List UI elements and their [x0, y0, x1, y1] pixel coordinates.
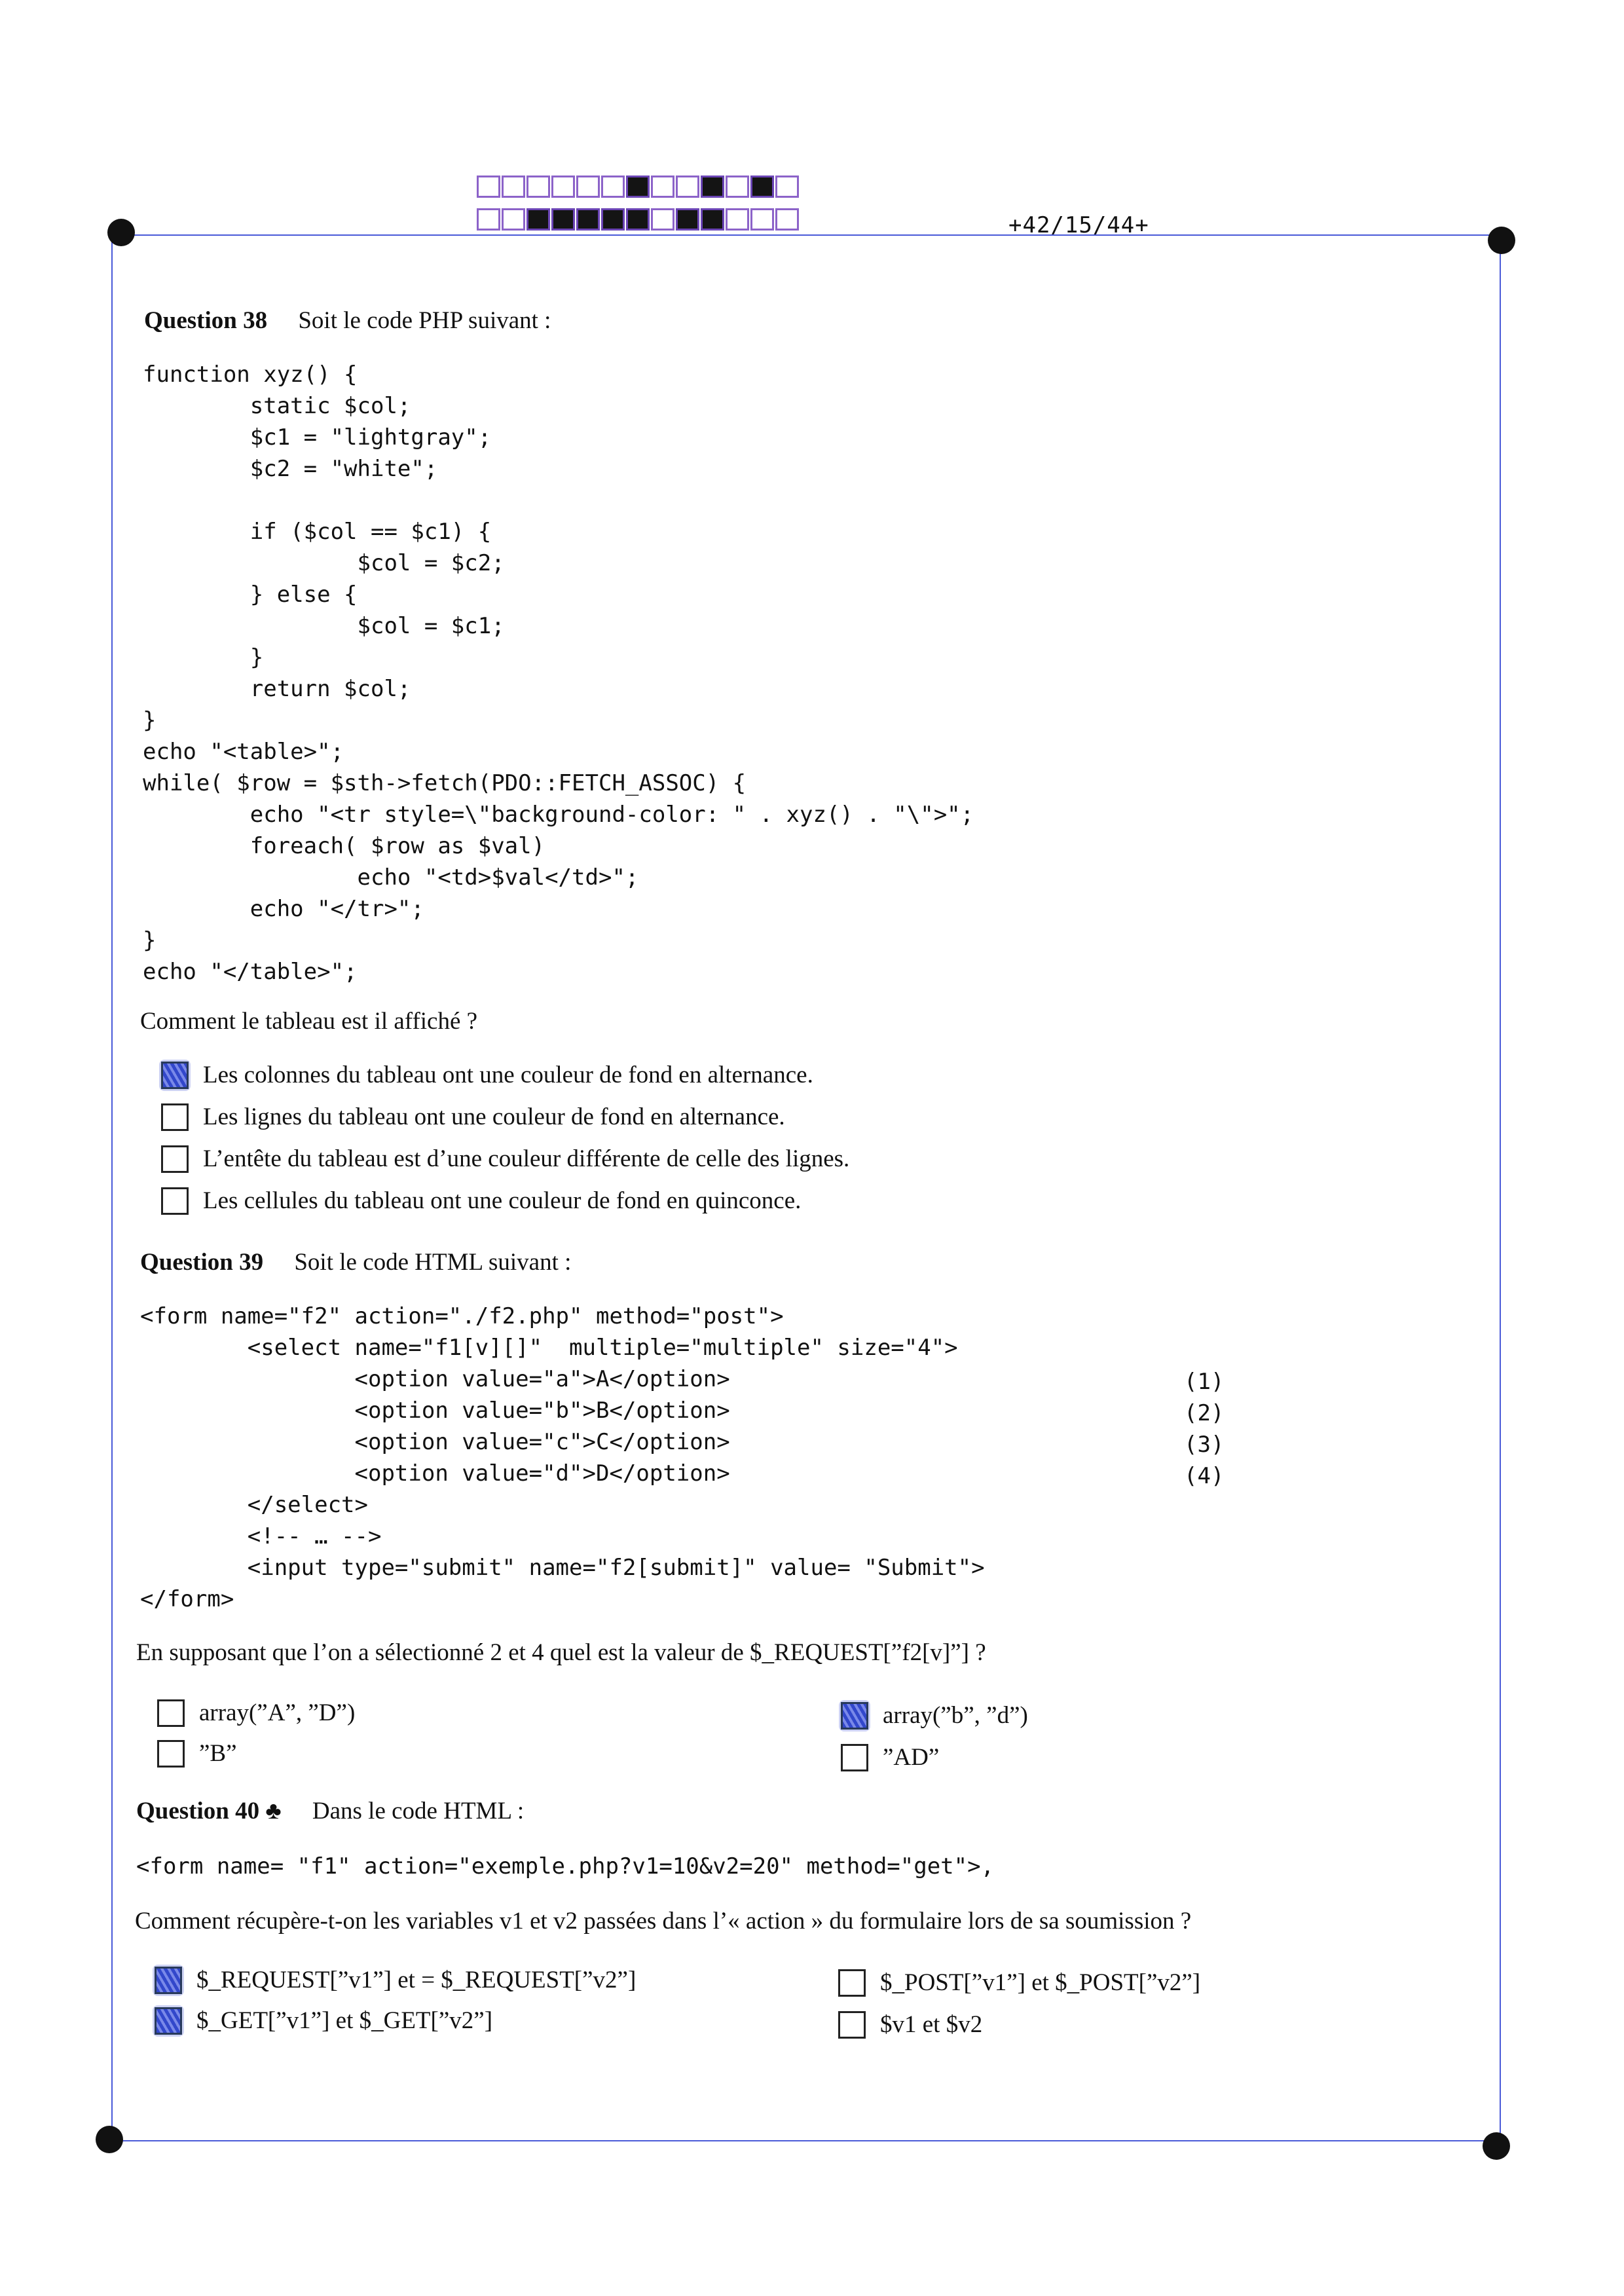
checkbox[interactable] [157, 1740, 185, 1768]
line-number-2: (2) [1184, 1400, 1225, 1426]
barcode-cell [775, 208, 799, 231]
barcode-cell [750, 176, 774, 198]
barcode-cell [626, 176, 650, 198]
barcode-cell [676, 208, 699, 231]
option-label: array(”b”, ”d”) [883, 1702, 1028, 1729]
barcode-cell [726, 208, 749, 231]
question-title: Dans le code HTML : [312, 1798, 525, 1824]
q38-prompt: Comment le tableau est il affiché ? [140, 1008, 478, 1035]
checkbox[interactable] [841, 1744, 868, 1771]
frame-top-line [111, 234, 1500, 236]
barcode-cell [676, 176, 699, 198]
checkbox[interactable] [838, 2011, 866, 2039]
q38-option-4[interactable] [161, 1187, 801, 1215]
option-label: Les cellules du tableau ont une couleur de fond en quinconce. [203, 1187, 802, 1214]
q40-prompt: Comment récupère-t-on les variables v1 et v2 passées dans l’« action » du formulaire lors de sa soumission ? [135, 1908, 1192, 1935]
barcode-row-1 [477, 176, 800, 198]
option-label: $_REQUEST[”v1”] et = $_REQUEST[”v2”] [196, 1967, 637, 1993]
q38-option-1[interactable] [161, 1061, 813, 1089]
q38-php-code: function xyz() { static $col; $c1 = "lightgray"; $c2 = "white"; if ($col == $c1) { $col = $c2; } else { $col = $c1; } return $col; } echo "<table>"; while( $row = $sth->fetch(PDO::FETCH_ASSOC) { echo "<tr style=\"background-color: " . xyz() . "\">"; foreach( $row as $val) echo "<td>$val</td>"; echo "</tr>"; } echo "</table>"; [143, 361, 974, 985]
frame-left-line [111, 234, 113, 2141]
q40-option-3[interactable] [155, 2007, 492, 2035]
q40-html-code: <form name= "f1" action="exemple.php?v1=10&v2=20" method="get">, [136, 1853, 995, 1879]
barcode-cell [551, 208, 575, 231]
question-number: Question 38 [144, 307, 268, 334]
q39-option-3[interactable] [157, 1739, 237, 1768]
barcode-cell [701, 208, 724, 231]
option-label: array(”A”, ”D”) [199, 1699, 356, 1726]
checkbox[interactable] [841, 1702, 868, 1730]
barcode-cell [626, 208, 650, 231]
q40-option-4[interactable] [838, 2010, 982, 2039]
checkbox[interactable] [838, 1969, 866, 1997]
barcode-cell [502, 176, 525, 198]
question-39-header [140, 1248, 571, 1276]
checkbox[interactable] [155, 1967, 182, 1994]
barcode-cell [775, 176, 799, 198]
checkbox[interactable] [161, 1145, 189, 1173]
option-label: Les lignes du tableau ont une couleur de fond en alternance. [203, 1103, 785, 1130]
corner-marker-top-right [1488, 227, 1515, 254]
question-number: Question 39 [140, 1249, 264, 1276]
question-title: Soit le code PHP suivant : [298, 307, 551, 334]
question-38-header [144, 306, 551, 335]
barcode-cell [601, 176, 625, 198]
option-label: $_GET[”v1”] et $_GET[”v2”] [196, 2007, 493, 2034]
q39-option-4[interactable] [841, 1743, 939, 1771]
barcode-cell [551, 176, 575, 198]
option-label: L’entête du tableau est d’une couleur différente de celle des lignes. [203, 1145, 850, 1172]
barcode-cell [526, 176, 550, 198]
frame-bottom-line [111, 2140, 1500, 2141]
barcode-cell [701, 176, 724, 198]
barcode-cell [576, 176, 600, 198]
corner-marker-bottom-left [96, 2126, 123, 2153]
q40-option-2[interactable] [838, 1969, 1200, 1997]
checkbox[interactable] [157, 1699, 185, 1727]
corner-marker-top-left [107, 219, 135, 246]
q39-option-1[interactable] [157, 1699, 355, 1727]
q40-option-1[interactable] [155, 1966, 636, 1994]
q38-option-2[interactable] [161, 1103, 785, 1131]
checkbox[interactable] [161, 1103, 189, 1131]
barcode-cell [576, 208, 600, 231]
barcode-cell [726, 176, 749, 198]
option-label: $_POST[”v1”] et $_POST[”v2”] [880, 1969, 1201, 1996]
barcode-cell [651, 208, 674, 231]
corner-marker-bottom-right [1483, 2132, 1510, 2160]
barcode-cell [750, 208, 774, 231]
barcode-cell [502, 208, 525, 231]
q38-option-3[interactable] [161, 1145, 849, 1173]
q39-prompt: En supposant que l’on a sélectionné 2 et 4 quel est la valeur de $_REQUEST[”f2[v]”] ? [136, 1639, 986, 1666]
checkbox[interactable] [161, 1187, 189, 1215]
option-label: ”B” [199, 1740, 237, 1767]
question-number: Question 40 ♣ [136, 1798, 282, 1824]
checkbox[interactable] [155, 2007, 182, 2035]
barcode-cell [601, 208, 625, 231]
question-title: Soit le code HTML suivant : [294, 1249, 572, 1276]
frame-right-line [1500, 234, 1501, 2141]
barcode-cell [477, 176, 500, 198]
barcode-cell [651, 176, 674, 198]
page-id: +42/15/44+ [1008, 212, 1149, 238]
barcode-row-2 [477, 208, 800, 231]
line-number-3: (3) [1184, 1432, 1225, 1458]
checkbox[interactable] [161, 1062, 189, 1089]
barcode-cell [526, 208, 550, 231]
option-label: ”AD” [883, 1744, 940, 1771]
q39-html-code: <form name="f2" action="./f2.php" method="post"> <select name="f1[v][]" multiple="multiple" size="4"> <option value="a">A</option> <option value="b">B</option> <option value="c">C</option> <option value="d">D</option> </select> <!-- … --> <input type="submit" name="f2[submit]" value= "Submit"> </form> [140, 1303, 985, 1612]
line-number-4: (4) [1184, 1463, 1225, 1489]
line-number-1: (1) [1184, 1369, 1225, 1395]
option-label: Les colonnes du tableau ont une couleur de fond en alternance. [203, 1062, 813, 1088]
option-label: $v1 et $v2 [880, 2011, 983, 2038]
question-40-header [136, 1797, 524, 1825]
barcode-cell [477, 208, 500, 231]
q39-option-2[interactable] [841, 1701, 1028, 1730]
